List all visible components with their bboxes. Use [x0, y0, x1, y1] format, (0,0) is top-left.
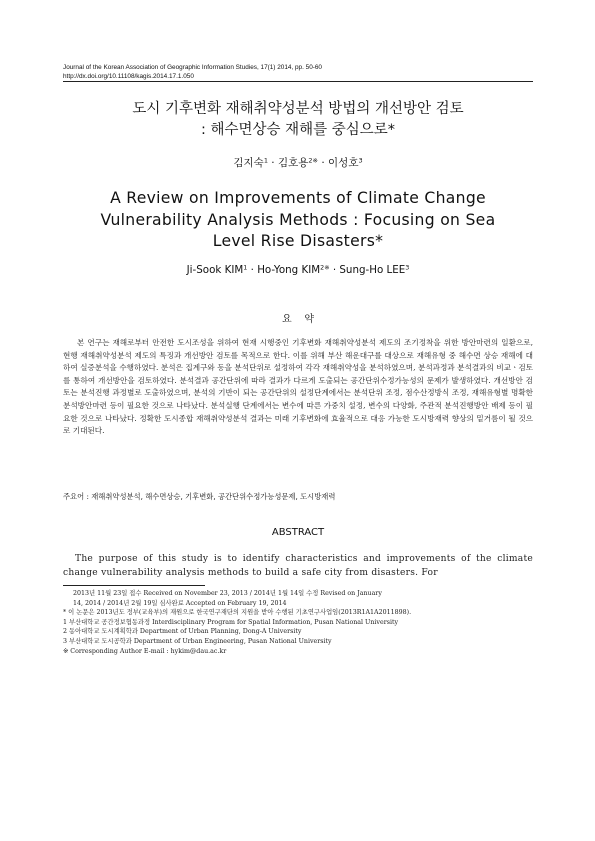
author-name: 김지숙: [233, 157, 264, 169]
abstract-en-heading: ABSTRACT: [271, 527, 325, 538]
author-separator: ·: [267, 157, 278, 169]
author-separator: ·: [247, 264, 258, 276]
author-mark: 2※: [308, 156, 319, 165]
journal-citation: Journal of the Korean Association of Geographic Information Studies, 17(1) 2014, pp. 50-60: [63, 64, 322, 71]
author-name: Ho-Yong KIM: [257, 264, 321, 276]
doi-link[interactable]: http://dx.doi.org/10.11108/kagis.2014.17.1.050: [63, 72, 194, 80]
footnote-corresponding: ※ Corresponding Author E-mail : hykim@dau.ac.kr: [63, 647, 227, 655]
author-mark: 1: [263, 156, 268, 165]
keywords-text: 재해취약성분석, 해수면상승, 기후변화, 공간단위수정가능성문제, 도시방재력: [91, 492, 336, 501]
author-name: Sung-Ho LEE: [339, 264, 406, 276]
korean-title-line1: 도시 기후변화 재해취약성분석 방법의 개선방안 검토: [132, 101, 464, 117]
author-name: Ji-Sook KIM: [186, 264, 244, 276]
english-title-line1: A Review on Improvements of Climate Change: [110, 189, 486, 207]
header-rule: [63, 81, 533, 82]
english-title: [63, 188, 533, 253]
footnotes: [63, 589, 533, 656]
abstract-ko-body: 본 연구는 재해로부터 안전한 도시조성을 위하여 현재 시행중인 기후변화 재해취약성분석 제도의 조기정착을 위한 방안마련의 일환으로, 현행 재해취약성분석 제도의 특징과 개선방안 검토를 목적으로 한다. 이를 위해 부산 해운대구를 대상으로 재해유형 중 해수면 상승 재해에 대하여 실증분석을 수행하였다. 분석은 집계구와 동을 분석단위로 설정하여 각각 재해취약성을 분석하였으며, 분석과정과 분석결과의 비교ㆍ검토를 통하여 개선방안을 검토하였다. 분석결과 공간단위에 따라 결과가 다르게 도출되는 공간단위수정가능성의 문제가 발생하였다. 개선방안 검토는 분석진행 과정별로 도출하였으며, 분석의 기반이 되는 공간단위의 설정단계에서는 분석단위 조정, 점수산정방식 조정, 재해유형별 명확한 분석방안마련 등이 필요한 것으로 나타났다. 분석실행 단계에서는 변수에 따른 가중치 설정, 변수의 다양화, 주관적 분석진행방안 배제 등이 필요한 것으로 나타났다. 정확한 도시종합 재해취약성분석 결과는 미래 기후변화에 효율적으로 대응 가능한 도시방재력 향상의 밑거름이 될 것으로 기대된다.: [63, 338, 533, 436]
author-name: 김호용: [277, 157, 309, 169]
footnote-history-2: 14, 2014 / 2014년 2월 19일 심사완료 Accepted on February 19, 2014: [73, 599, 287, 607]
korean-title-line2: : 해수면상승 재해를 중심으로*: [200, 122, 396, 138]
english-title-line3: Level Rise Disasters*: [212, 232, 384, 250]
footnote-rule: [63, 585, 205, 586]
author-mark: 3: [358, 156, 363, 165]
abstract-en: [63, 552, 533, 581]
abstract-ko-heading: 요 약: [281, 314, 315, 325]
author-mark: 2※: [320, 263, 330, 272]
author-mark: 1: [243, 263, 248, 272]
abstract-ko: [63, 337, 533, 438]
author-name: 이성호: [328, 157, 359, 169]
korean-authors: [63, 155, 533, 170]
footnote-history-1: 2013년 11월 23일 접수 Received on November 23, 2013 / 2014년 1월 14일 수정 Revised on January: [73, 590, 382, 597]
abstract-en-body: The purpose of this study is to identify characteristics and improvements of the climate change vulnerability analysis methods to build a safe city from disasters. For: [63, 554, 533, 579]
author-separator: ·: [318, 157, 329, 169]
english-title-line2: Vulnerability Analysis Methods : Focusing on Sea: [100, 210, 496, 229]
author-mark: 3: [405, 263, 410, 272]
author-separator: ·: [329, 264, 340, 276]
keywords: [63, 492, 533, 502]
footnote-affiliation-1: 1 부산대학교 공간정보협동과정 Interdisciplinary Program for Spatial Information, Pusan National University: [63, 618, 399, 626]
keywords-label: 주요어 :: [63, 492, 92, 501]
footnote-affiliation-3: 3 부산대학교 도시공학과 Department of Urban Engineering, Pusan National University: [63, 637, 332, 645]
journal-header: [63, 64, 533, 81]
footnote-affiliation-2: 2 동아대학교 도시계획학과 Department of Urban Planning, Dong-A University: [63, 628, 302, 636]
footnote-funding: * 이 논문은 2013년도 정부(교육부)의 재원으로 한국연구재단의 지원을 받아 수행된 기초연구사업임(2013R1A1A2011898).: [63, 609, 412, 617]
english-authors: [63, 264, 533, 276]
korean-title: [63, 99, 533, 141]
